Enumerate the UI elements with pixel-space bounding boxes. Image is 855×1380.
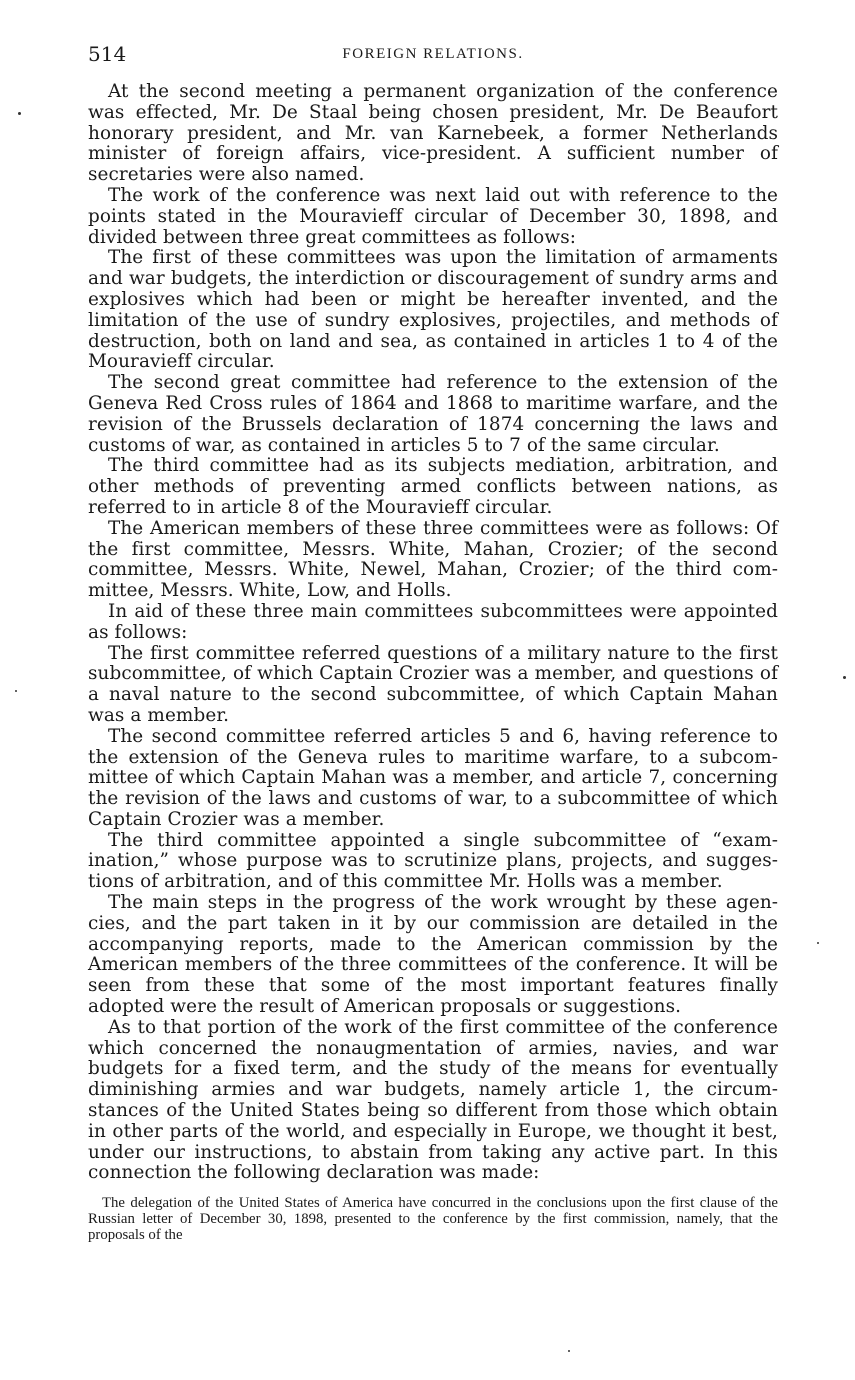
scan-speck [568,1350,570,1352]
paragraph: In aid of these three main committees subcommittees were appointed as follows: [88,600,778,643]
paragraph: The third committee had as its subjects mediation, arbitration, and other methods of preventing armed conflicts between nations, as referred to in article 8 of the Mouravieff circular. [88,455,778,518]
running-head [88,42,778,76]
body-text [88,82,778,1184]
scan-speck [843,676,846,679]
scan-speck [15,690,17,692]
document-page [88,42,778,1244]
paragraph: The work of the conference was next laid out with reference to the points stated in the Mouravieff circular of December 30, 1898, and divided between three great committees as follows: [88,184,778,248]
scan-speck [817,942,819,944]
page-number: 514 [88,42,127,66]
paragraph: At the second meeting a permanent organization of the conference was effected, Mr. De Staal being chosen president, Mr. De Beaufort honorary president, and Mr. van Karnebeek, a former Netherlands minister of foreign affairs, vice-president. A sufficient number of secretaries were also named. [88,81,778,186]
paragraph: As to that portion of the work of the first committee of the conference which concerned the nonaugmentation of armies, navies, and war budgets for a fixed term, and the study of the means for eventually diminishing armies and war budgets, namely article 1, the circumstances of the United States being so different from those which obtain in other parts of the world, and especially in Europe, we thought it best, under our instructions, to abstain from taking any active part. In this connection the following declaration was made: [88,1016,778,1184]
paragraph: The first of these committees was upon the limitation of armaments and war budgets, the interdiction or discouragement of sundry arms and explosives which had been or might be hereafter invented, and the limitation of the use of sundry explosives, projectiles, and methods of destruction, both on land and sea, as contained in articles 1 to 4 of the Mouravieff circular. [88,247,778,373]
paragraph: The American members of these three committees were as follows: Of the first committee, Messrs. White, Mahan, Crozier; of the second committee, Messrs. White, Newel, Mahan, Crozier; of the third committee, Messrs. White, Low, and Holls. [88,517,778,602]
paragraph: The main steps in the progress of the work wrought by these agencies, and the part taken in it by our commission are detailed in the accompanying reports, made to the American commission by the American members of the three committees of the conference. It will be seen from these that some of the most important features finally adopted were the result of American proposals or suggestions. [88,892,778,1018]
paragraph: The third committee appointed a single subcommittee of “examination,” whose purpose was to scrutinize plans, projects, and suggestions of arbitration, and of this committee Mr. Holls was a member. [88,829,778,893]
quote-text: The delegation of the United States of America have concurred in the conclusions upon the first clause of the Russian letter of December 30, 1898, presented to the conference by the first commission, namely, that the proposals of the [88,1195,778,1243]
block-quote [88,1196,778,1243]
running-title: FOREIGN RELATIONS. [342,46,524,62]
paragraph: The second committee referred articles 5 and 6, having reference to the extension of the Geneva rules to maritime warfare, to a subcommittee of which Captain Mahan was a member, and article 7, concerning the revision of the laws and customs of war, to a subcommittee of which Captain Crozier was a member. [88,725,778,830]
paragraph: The second great committee had reference to the extension of the Geneva Red Cross rules of 1864 and 1868 to maritime warfare, and the revision of the Brussels declaration of 1874 concerning the laws and customs of war, as contained in articles 5 to 7 of the same circular. [88,372,778,456]
scan-speck [18,112,21,115]
paragraph: The first committee referred questions of a military nature to the first subcommittee, of which Captain Crozier was a member, and questions of a naval nature to the second subcommittee, of which Captain Mahan was a member. [88,642,778,726]
